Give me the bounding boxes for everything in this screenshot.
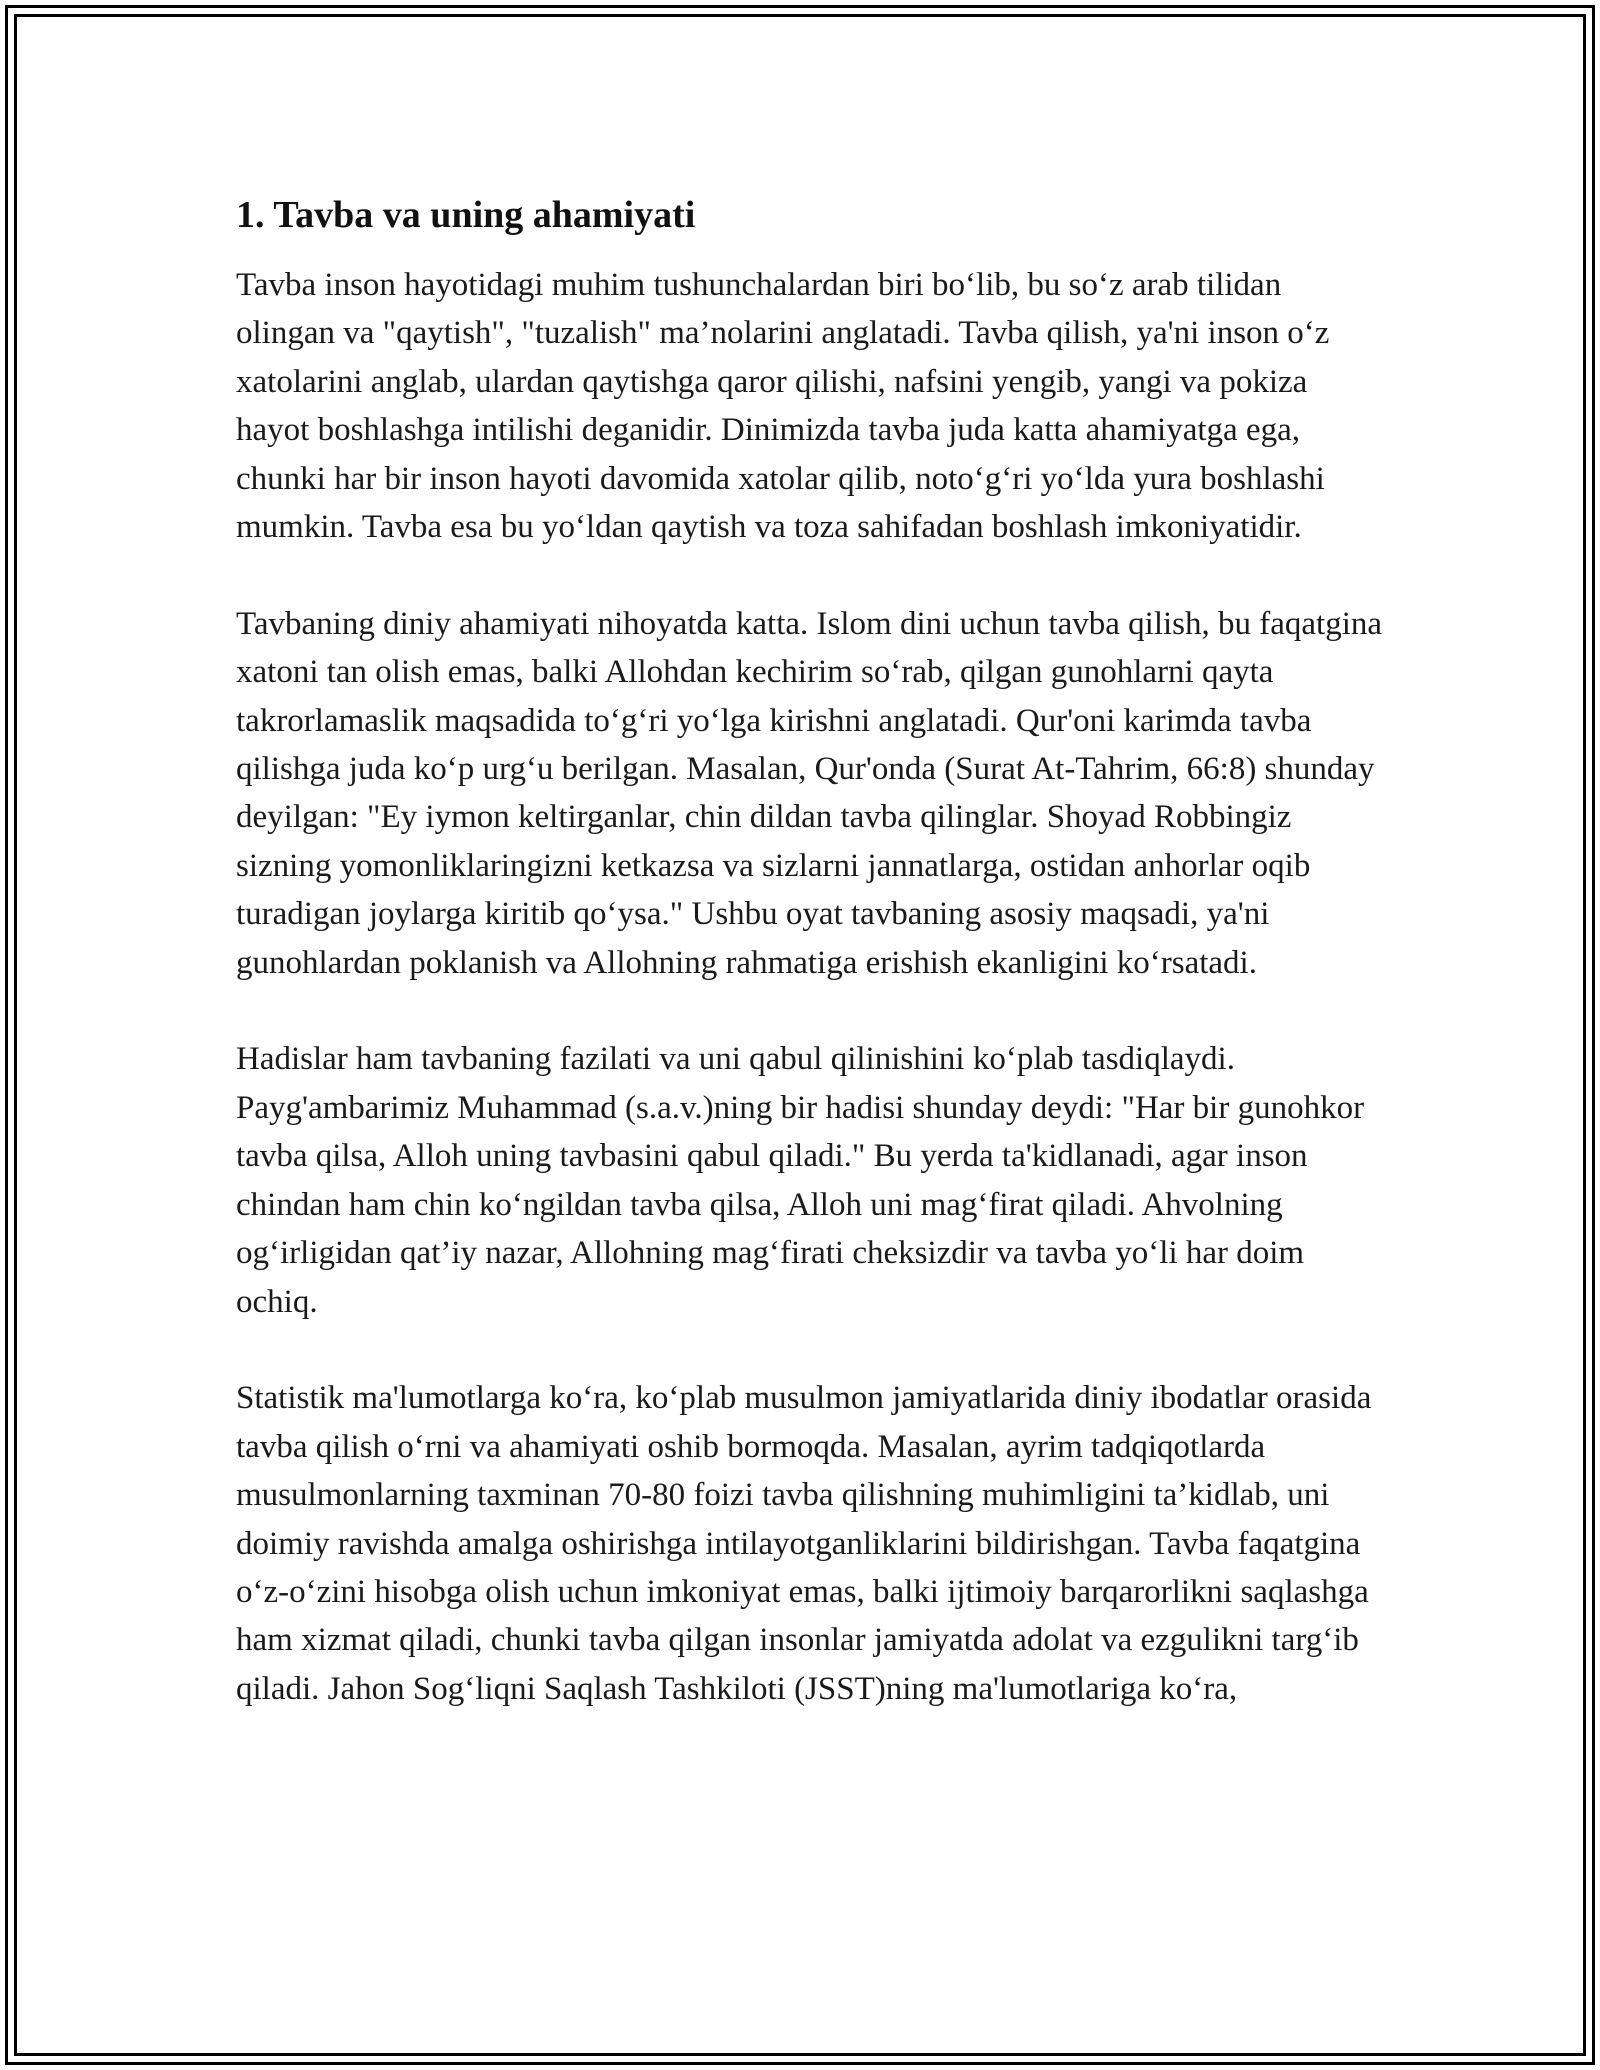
paragraph-hadith: Hadislar ham tavbaning fazilati va uni qabul qilinishini ko‘plab tasdiqlaydi. Payg'ambarimiz Muhammad (s.a.v.)ning bir hadisi shunday deydi: "Har bir gunohkor tavba qilsa, Alloh uning tavbasini qabul qiladi." Bu yerda ta'kidlanadi, agar inson chindan ham chin ko‘ngildan tavba qilsa, Alloh uni mag‘firat qiladi. Ahvolning og‘irligidan qat’iy nazar, Allohning mag‘firati cheksizdir va tavba yo‘li har doim ochiq. bbox=[236, 1041, 1365, 1320]
paragraph-statistics: Statistik ma'lumotlarga ko‘ra, ko‘plab musulmon jamiyatlarida diniy ibodatlar orasida tavba qilish o‘rni va ahamiyati oshib bormoqda. Masalan, ayrim tadqiqotlarda musulmonlarning taxminan 70-80 foizi tavba qilishning muhimligini ta’kidlab, uni doimiy ravishda amalga oshirishga intilayotganliklarini bildirishgan. Tavba faqatgina o‘z-o‘zini hisobga olish uchun imkoniyat emas, balki ijtimoiy barqarorlikni saqlashga ham xizmat qiladi, chunki tavba qilgan insonlar jamiyatda adolat va ezgulikni targ‘ib qiladi. Jahon Sog‘liqni Saqlash Tashkiloti (JSST)ning ma'lumotlariga ko‘ra, bbox=[236, 1380, 1372, 1707]
paragraph-intro: Tavba inson hayotidagi muhim tushunchalardan biri bo‘lib, bu so‘z arab tilidan olingan va "qaytish", "tuzalish" ma’nolarini anglatadi. Tavba qilish, ya'ni inson o‘z xatolarini anglab, ulardan qaytishga qaror qilishi, nafsini yengib, yangi va pokiza hayot boshlashga intilishi deganidir. Dinimizda tavba juda katta ahamiyatga ega, chunki har bir inson hayoti davomida xatolar qilib, noto‘g‘ri yo‘lda yura boshlashi mumkin. Tavba esa bu yo‘ldan qaytish va toza sahifadan boshlash imkoniyatidir. bbox=[236, 267, 1330, 546]
document-body bbox=[236, 185, 1386, 1762]
section-heading: 1. Tavba va uning ahamiyati bbox=[236, 194, 696, 236]
paragraph-religious-significance: Tavbaning diniy ahamiyati nihoyatda katta. Islom dini uchun tavba qilish, bu faqatgina xatoni tan olish emas, balki Allohdan kechirim so‘rab, qilgan gunohlarni qayta takrorlamaslik maqsadida to‘g‘ri yo‘lga kirishni anglatadi. Qur'oni karimda tavba qilishga juda ko‘p urg‘u berilgan. Masalan, Qur'onda (Surat At-Tahrim, 66:8) shunday deyilgan: "Ey iymon keltirganlar, chin dildan tavba qilinglar. Shoyad Robbingiz sizning yomonliklaringizni ketkazsa va sizlarni jannatlarga, ostidan anhorlar oqib turadigan joylarga kiritib qo‘ysa." Ushbu oyat tavbaning asosiy maqsadi, ya'ni gunohlardan poklanish va Allohning rahmatiga erishish ekanligini ko‘rsatadi. bbox=[236, 605, 1383, 981]
